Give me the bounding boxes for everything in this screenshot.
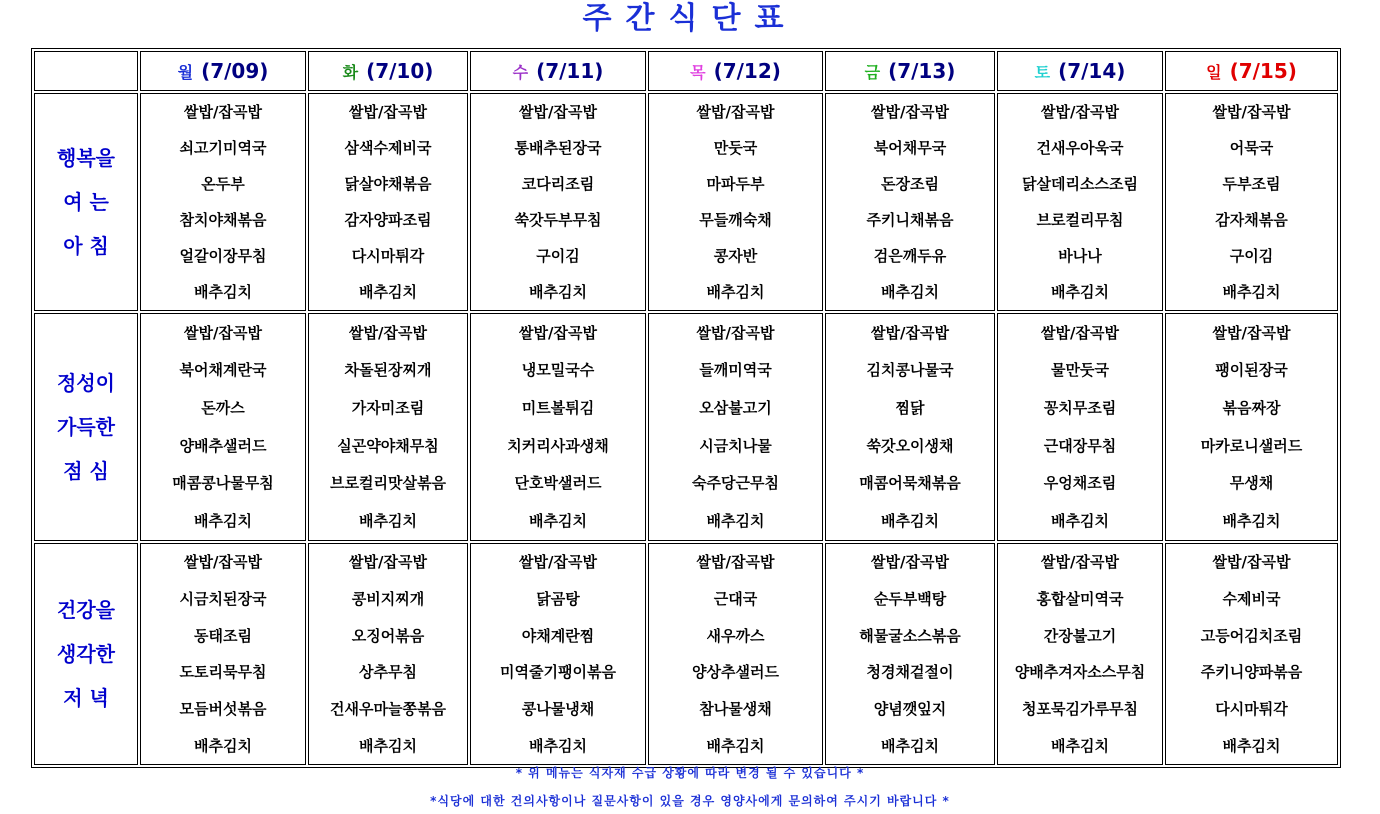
menu-item: 냉모밀국수 <box>521 361 595 380</box>
menu-item: 얼갈이장무침 <box>179 247 267 265</box>
menu-item: 들깨미역국 <box>699 361 772 380</box>
menu-cell <box>140 93 306 311</box>
menu-item: 검은깨두유 <box>873 247 947 265</box>
page-title: 주간식단표 <box>582 1 798 36</box>
menu-cell <box>140 543 306 765</box>
menu-cell <box>470 543 646 765</box>
menu-item: 다시마튀각 <box>351 247 425 265</box>
menu-item: 두부조림 <box>1222 175 1281 193</box>
menu-item: 홍합살미역국 <box>1036 589 1124 608</box>
menu-item: 매콤콩나물무침 <box>172 474 274 493</box>
menu-item: 콩나물냉채 <box>521 699 595 718</box>
day-header-2 <box>470 51 646 91</box>
menu-item: 쑥갓두부무침 <box>514 211 602 229</box>
menu-item: 배추김치 <box>881 512 939 531</box>
menu-cell <box>997 313 1163 541</box>
menu-item: 순두부백탕 <box>873 589 947 608</box>
menu-item: 브로컬리무침 <box>1036 211 1124 229</box>
day-header-4 <box>825 51 995 91</box>
menu-cell <box>308 543 468 765</box>
menu-item: 양념깻잎지 <box>873 699 947 718</box>
meal-label-line: 생각한 <box>57 642 115 666</box>
menu-cell <box>140 313 306 541</box>
menu-item: 간장불고기 <box>1043 626 1117 645</box>
menu-item: 배추김치 <box>1222 736 1281 755</box>
day-icon: 화 <box>342 63 359 82</box>
menu-item: 통배추된장국 <box>514 139 602 157</box>
menu-change-notice: * 위 메뉴는 식자재 수급 상황에 따라 변경 될 수 있습니다 * <box>515 766 865 780</box>
weekly-menu-table <box>31 48 1341 768</box>
inquiry-notice: *식당에 대한 건의사항이나 질문사항이 있을 경우 영양사에게 문의하여 주시기 바랍니다 * <box>430 794 950 808</box>
menu-cell <box>997 543 1163 765</box>
meal-label-line: 가득한 <box>57 415 115 439</box>
menu-item: 배추김치 <box>194 736 252 755</box>
menu-item: 쌀밥/잡곡밥 <box>871 553 949 572</box>
day-icon: 월 <box>177 63 194 82</box>
meal-row-dinner <box>34 543 1338 765</box>
menu-item: 쌀밥/잡곡밥 <box>1041 553 1119 572</box>
menu-item: 꽁치무조림 <box>1043 399 1117 418</box>
menu-cell <box>825 543 995 765</box>
menu-item: 미역줄기팽이볶음 <box>500 663 616 682</box>
menu-item: 돈장조림 <box>881 175 939 193</box>
menu-item: 무들깨숙채 <box>699 211 772 229</box>
day-icon: 토 <box>1034 63 1051 82</box>
day-header-1 <box>308 51 468 91</box>
menu-item: 배추김치 <box>194 512 252 531</box>
day-header-6 <box>1165 51 1338 91</box>
menu-item: 배추김치 <box>1222 512 1281 531</box>
menu-item: 배추김치 <box>529 512 587 531</box>
menu-item: 배추김치 <box>359 512 417 531</box>
menu-item: 볶음짜장 <box>1222 399 1281 418</box>
day-icon: 일 <box>1206 63 1222 82</box>
menu-item: 양상추샐러드 <box>692 663 779 682</box>
menu-item: 오징어볶음 <box>351 626 425 645</box>
menu-item: 건새우아욱국 <box>1036 139 1124 157</box>
menu-item: 쌀밥/잡곡밥 <box>519 553 597 572</box>
menu-item: 치커리사과생채 <box>507 436 609 455</box>
menu-item: 배추김치 <box>706 512 765 531</box>
menu-item: 청포묵김가루무침 <box>1022 699 1138 718</box>
menu-item: 감자양파조림 <box>344 211 432 229</box>
menu-item: 쌀밥/잡곡밥 <box>1212 103 1291 121</box>
menu-item: 우엉채조림 <box>1043 474 1117 493</box>
menu-item: 쌀밥/잡곡밥 <box>184 323 262 342</box>
day-date: (7/14) <box>1058 59 1126 83</box>
menu-item: 돈까스 <box>201 399 245 418</box>
menu-item: 무생채 <box>1229 474 1274 493</box>
menu-item: 새우까스 <box>706 626 765 645</box>
meal-row-lunch <box>34 313 1338 541</box>
menu-item: 고등어김치조림 <box>1200 626 1303 645</box>
menu-item: 양배추샐러드 <box>179 436 267 455</box>
menu-item: 쌀밥/잡곡밥 <box>696 103 775 121</box>
menu-item: 배추김치 <box>194 283 252 301</box>
menu-item: 쌀밥/잡곡밥 <box>871 103 949 121</box>
menu-item: 닭살야채볶음 <box>344 175 432 193</box>
menu-item: 마카로니샐러드 <box>1200 436 1303 455</box>
menu-cell <box>825 93 995 311</box>
menu-item: 쌀밥/잡곡밥 <box>1041 103 1119 121</box>
menu-item: 닭살데리소스조림 <box>1022 175 1138 193</box>
day-date: (7/10) <box>366 59 434 83</box>
menu-item: 배추김치 <box>359 283 417 301</box>
day-date: (7/12) <box>713 59 781 83</box>
menu-item: 배추김치 <box>706 283 765 301</box>
menu-item: 브로컬리맛살볶음 <box>330 474 446 493</box>
menu-item: 배추김치 <box>529 283 587 301</box>
menu-item: 배추김치 <box>881 283 939 301</box>
menu-item: 배추김치 <box>706 736 765 755</box>
menu-item: 상추무침 <box>359 663 417 682</box>
menu-item: 시금치된장국 <box>179 589 267 608</box>
menu-item: 콩자반 <box>713 247 758 265</box>
menu-item: 시금치나물 <box>699 436 772 455</box>
menu-cell <box>1165 93 1338 311</box>
day-date: (7/13) <box>888 59 956 83</box>
menu-item: 만둣국 <box>713 139 758 157</box>
meal-label-line: 아 침 <box>63 234 109 258</box>
menu-item: 구이김 <box>1229 247 1274 265</box>
meal-label-line: 저 녁 <box>63 686 109 710</box>
meal-row-breakfast <box>34 93 1338 311</box>
meal-label-line: 행복을 <box>57 146 115 170</box>
menu-item: 미트볼튀김 <box>521 399 595 418</box>
menu-item: 삼색수제비국 <box>344 139 432 157</box>
menu-item: 배추김치 <box>1222 283 1281 301</box>
menu-item: 물만둣국 <box>1051 361 1109 380</box>
menu-item: 근대장무침 <box>1043 436 1117 455</box>
meal-label <box>34 543 138 765</box>
menu-item: 어묵국 <box>1229 139 1274 157</box>
menu-item: 쌀밥/잡곡밥 <box>1212 323 1291 342</box>
day-icon: 금 <box>864 63 881 82</box>
menu-item: 쌀밥/잡곡밥 <box>696 323 775 342</box>
menu-item: 도토리묵무침 <box>179 663 267 682</box>
menu-item: 북어채무국 <box>873 139 947 157</box>
meal-label <box>34 313 138 541</box>
meal-label-line: 건강을 <box>57 598 115 622</box>
menu-item: 가자미조림 <box>351 399 425 418</box>
menu-item: 수제비국 <box>1222 589 1281 608</box>
meal-label-line: 점 심 <box>63 459 109 483</box>
menu-item: 숙주당근무침 <box>692 474 779 493</box>
menu-item: 쌀밥/잡곡밥 <box>349 553 427 572</box>
menu-cell <box>308 93 468 311</box>
menu-item: 감자채볶음 <box>1215 211 1288 229</box>
menu-cell <box>1165 313 1338 541</box>
menu-item: 건새우마늘쫑볶음 <box>330 699 446 718</box>
menu-item: 쌀밥/잡곡밥 <box>519 103 597 121</box>
menu-item: 구이김 <box>536 247 580 265</box>
corner-cell <box>34 51 138 91</box>
menu-item: 쌀밥/잡곡밥 <box>1041 323 1119 342</box>
menu-item: 다시마튀각 <box>1215 699 1288 718</box>
menu-item: 배추김치 <box>1051 736 1109 755</box>
menu-item: 콩비지찌개 <box>351 589 425 608</box>
menu-item: 매콤어묵채볶음 <box>859 474 961 493</box>
menu-item: 마파두부 <box>706 175 765 193</box>
menu-item: 팽이된장국 <box>1215 361 1288 380</box>
menu-item: 쌀밥/잡곡밥 <box>349 103 427 121</box>
menu-item: 배추김치 <box>359 736 417 755</box>
menu-item: 오삼불고기 <box>699 399 772 418</box>
menu-item: 주키니채볶음 <box>866 211 954 229</box>
menu-item: 쌀밥/잡곡밥 <box>696 553 775 572</box>
day-date: (7/15) <box>1229 59 1297 83</box>
menu-item: 쇠고기미역국 <box>179 139 267 157</box>
menu-item: 참치야채볶음 <box>179 211 267 229</box>
day-header-0 <box>140 51 306 91</box>
menu-item: 배추김치 <box>1051 283 1109 301</box>
menu-item: 쌀밥/잡곡밥 <box>519 323 597 342</box>
menu-item: 참나물생채 <box>699 699 772 718</box>
header-row <box>34 51 1338 91</box>
menu-item: 배추김치 <box>1051 512 1109 531</box>
menu-item: 모듬버섯볶음 <box>179 699 267 718</box>
menu-item: 근대국 <box>713 589 758 608</box>
day-date: (7/11) <box>536 59 604 83</box>
menu-item: 김치콩나물국 <box>866 361 954 380</box>
menu-item: 바나나 <box>1058 247 1102 265</box>
menu-cell <box>648 543 823 765</box>
menu-item: 배추김치 <box>529 736 587 755</box>
menu-item: 주키니양파볶음 <box>1200 663 1303 682</box>
day-header-3 <box>648 51 823 91</box>
menu-item: 쌀밥/잡곡밥 <box>1212 553 1291 572</box>
menu-item: 배추김치 <box>881 736 939 755</box>
menu-item: 단호박샐러드 <box>514 474 602 493</box>
menu-item: 차돌된장찌개 <box>344 361 432 380</box>
menu-cell <box>470 93 646 311</box>
menu-item: 야채계란찜 <box>521 626 595 645</box>
menu-item: 닭곰탕 <box>536 589 580 608</box>
menu-item: 쌀밥/잡곡밥 <box>349 323 427 342</box>
day-icon: 목 <box>690 63 706 82</box>
menu-cell <box>470 313 646 541</box>
menu-item: 쑥갓오이생채 <box>866 436 954 455</box>
menu-item: 쌀밥/잡곡밥 <box>871 323 949 342</box>
menu-item: 해물굴소스볶음 <box>859 626 961 645</box>
menu-item: 청경채겉절이 <box>866 663 954 682</box>
menu-cell <box>1165 543 1338 765</box>
menu-item: 양배추겨자소스무침 <box>1014 663 1146 682</box>
menu-item: 온두부 <box>201 175 245 193</box>
menu-item: 쌀밥/잡곡밥 <box>184 553 262 572</box>
menu-cell <box>997 93 1163 311</box>
meal-label <box>34 93 138 311</box>
menu-item: 북어채계란국 <box>179 361 267 380</box>
menu-item: 실곤약야채무침 <box>337 436 439 455</box>
meal-label-line: 정성이 <box>57 371 115 395</box>
menu-cell <box>825 313 995 541</box>
menu-cell <box>648 313 823 541</box>
menu-cell <box>648 93 823 311</box>
menu-item: 찜닭 <box>895 399 925 418</box>
day-header-5 <box>997 51 1163 91</box>
menu-item: 코다리조림 <box>521 175 595 193</box>
day-date: (7/09) <box>201 59 269 83</box>
meal-label-line: 여 는 <box>63 190 109 214</box>
menu-cell <box>308 313 468 541</box>
day-icon: 수 <box>512 63 529 82</box>
menu-item: 동태조림 <box>194 626 252 645</box>
menu-item: 쌀밥/잡곡밥 <box>184 103 262 121</box>
